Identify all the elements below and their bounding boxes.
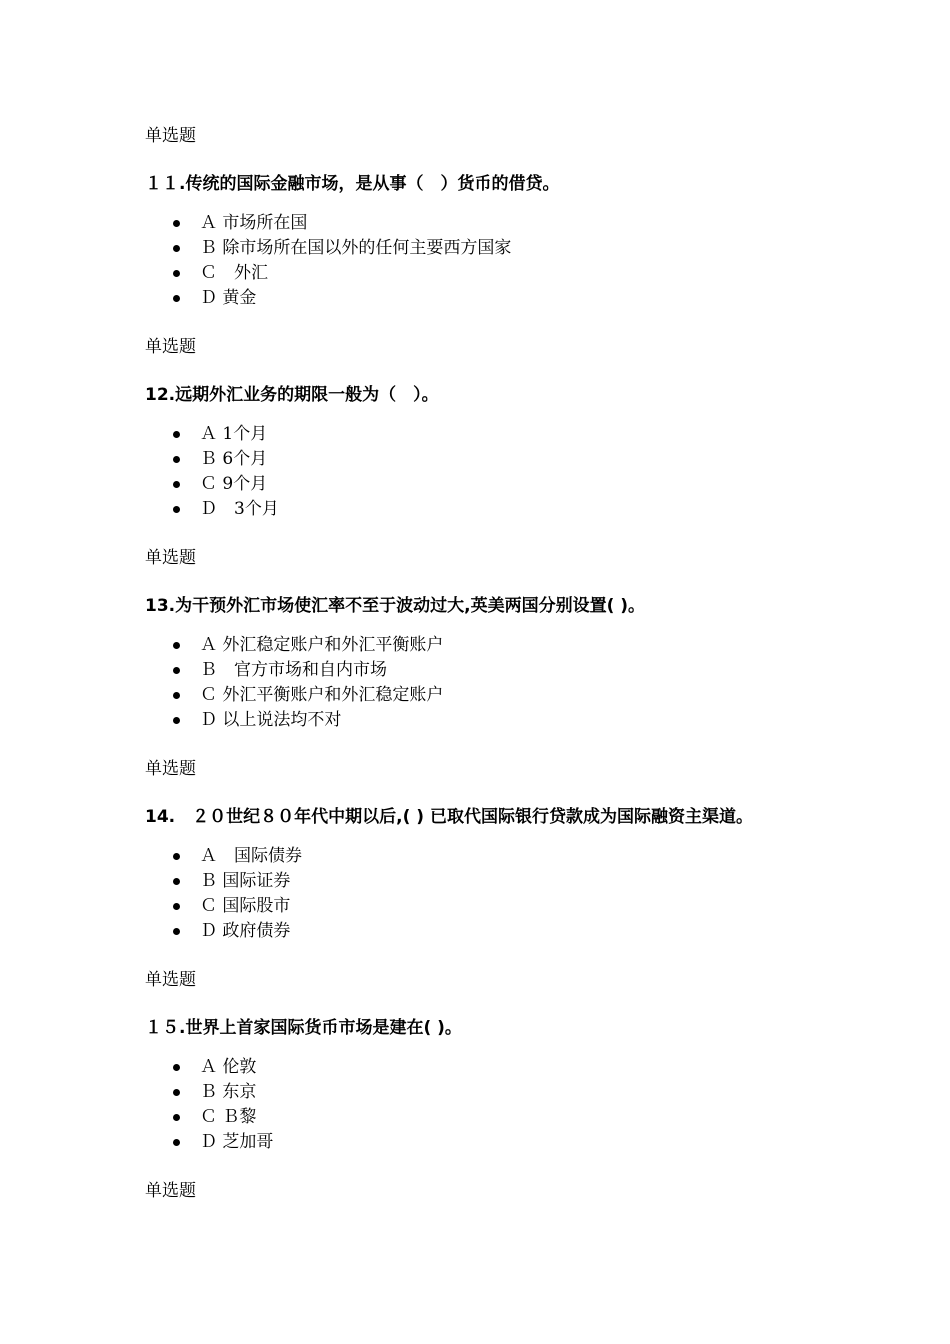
- bullet-icon: [173, 295, 180, 302]
- options-list-11: [170, 211, 511, 311]
- question-13: 13.为干预外汇市场使汇率不至于波动过大,英美两国分别设置( )。: [145, 596, 646, 616]
- option-text: Ｄ 芝加哥: [200, 1132, 274, 1152]
- question-type-label: 单选题: [145, 970, 196, 990]
- question-12: 12.远期外汇业务的期限一般为（ ）。: [145, 385, 439, 405]
- option-text: Ｂ 东京: [200, 1082, 257, 1102]
- question-11: １１.传统的国际金融市场，是从事（ ）货币的借贷。: [145, 174, 560, 194]
- option-item: [170, 658, 443, 683]
- bullet-icon: [173, 878, 180, 885]
- bullet-icon: [173, 481, 180, 488]
- option-text: Ｃ 外汇平衡账户和外汇稳定账户: [200, 685, 444, 705]
- bullet-icon: [173, 506, 180, 513]
- option-item: [170, 633, 443, 658]
- bullet-icon: [173, 1139, 180, 1146]
- question-15: １５.世界上首家国际货币市场是建在( )。: [145, 1018, 462, 1038]
- question-type-label: 单选题: [145, 548, 196, 568]
- bullet-icon: [173, 717, 180, 724]
- bullet-icon: [173, 1114, 180, 1121]
- options-list-15: [170, 1055, 273, 1155]
- option-text: Ｂ 6个月: [200, 449, 268, 469]
- bullet-icon: [173, 692, 180, 699]
- option-item: [170, 869, 302, 894]
- option-item: [170, 1105, 273, 1130]
- question-type-label: 单选题: [145, 126, 196, 146]
- option-text: Ｃ 9个月: [200, 474, 268, 494]
- option-text: Ｄ 3个月: [200, 499, 279, 519]
- option-item: [170, 708, 443, 733]
- option-item: [170, 919, 302, 944]
- option-text: Ａ 市场所在国: [200, 213, 308, 233]
- question-14: 14. ２０世纪８０年代中期以后,( ) 已取代国际银行贷款成为国际融资主渠道。: [145, 807, 753, 827]
- bullet-icon: [173, 903, 180, 910]
- option-item: [170, 236, 511, 261]
- option-text: Ｄ 以上说法均不对: [200, 710, 342, 730]
- option-text: Ｂ 官方市场和自内市场: [200, 660, 387, 680]
- option-item: [170, 1080, 273, 1105]
- question-type-label: 单选题: [145, 1181, 196, 1201]
- option-text: Ｃ 国际股市: [200, 896, 291, 916]
- option-text: Ｃ Ｂ黎: [200, 1107, 257, 1127]
- bullet-icon: [173, 853, 180, 860]
- options-list-13: [170, 633, 443, 733]
- option-text: Ａ 国际债券: [200, 846, 302, 866]
- option-item: [170, 472, 279, 497]
- option-text: Ａ 伦敦: [200, 1057, 257, 1077]
- option-item: [170, 683, 443, 708]
- option-text: Ａ 外汇稳定账户和外汇平衡账户: [200, 635, 444, 655]
- options-list-12: [170, 422, 279, 522]
- option-item: [170, 422, 279, 447]
- bullet-icon: [173, 1089, 180, 1096]
- option-text: Ｄ 黄金: [200, 288, 257, 308]
- option-text: Ｂ 除市场所在国以外的任何主要西方国家: [200, 238, 512, 258]
- option-item: [170, 261, 511, 286]
- option-item: [170, 1130, 273, 1155]
- bullet-icon: [173, 220, 180, 227]
- option-text: Ｄ 政府债券: [200, 921, 291, 941]
- bullet-icon: [173, 642, 180, 649]
- option-item: [170, 894, 302, 919]
- option-text: Ｃ 外汇: [200, 263, 268, 283]
- bullet-icon: [173, 928, 180, 935]
- options-list-14: [170, 844, 302, 944]
- bullet-icon: [173, 456, 180, 463]
- option-item: [170, 447, 279, 472]
- bullet-icon: [173, 270, 180, 277]
- bullet-icon: [173, 245, 180, 252]
- question-type-label: 单选题: [145, 759, 196, 779]
- question-type-label: 单选题: [145, 337, 196, 357]
- bullet-icon: [173, 667, 180, 674]
- option-item: [170, 286, 511, 311]
- option-text: Ａ 1个月: [200, 424, 268, 444]
- option-item: [170, 1055, 273, 1080]
- option-item: [170, 844, 302, 869]
- option-text: Ｂ 国际证券: [200, 871, 291, 891]
- option-item: [170, 497, 279, 522]
- bullet-icon: [173, 1064, 180, 1071]
- option-item: [170, 211, 511, 236]
- bullet-icon: [173, 431, 180, 438]
